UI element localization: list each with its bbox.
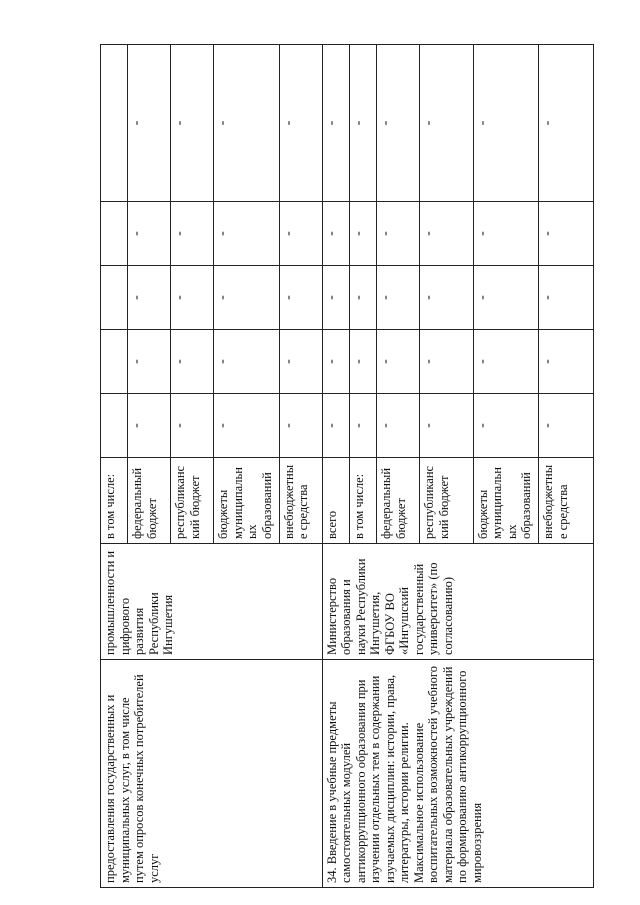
value-cell: - xyxy=(214,266,280,330)
value-cell xyxy=(101,266,128,330)
budget-table xyxy=(100,44,594,888)
value-cell xyxy=(101,394,128,458)
value-cell: - xyxy=(350,394,377,458)
table-row xyxy=(322,45,349,888)
value-cell: - xyxy=(539,330,594,394)
value-cell: - xyxy=(539,45,594,202)
value-cell: - xyxy=(350,330,377,394)
value-cell: - xyxy=(473,330,539,394)
funding-source-cell: внебюджетные средства xyxy=(539,458,594,544)
value-cell: - xyxy=(214,330,280,394)
measure-description-cell: предоставления государственных и муниципальных услуг, в том числе путем опросов конечных потребителей услуг xyxy=(101,660,323,888)
value-cell: - xyxy=(171,394,214,458)
value-cell: - xyxy=(279,394,322,458)
value-cell: - xyxy=(473,266,539,330)
value-cell: - xyxy=(473,202,539,266)
funding-source-cell: республиканский бюджет xyxy=(420,458,473,544)
value-cell: - xyxy=(322,202,349,266)
value-cell: - xyxy=(350,266,377,330)
value-cell: - xyxy=(350,45,377,202)
funding-source-cell: федеральный бюджет xyxy=(377,458,420,544)
value-cell: - xyxy=(214,45,280,202)
value-cell: - xyxy=(128,394,171,458)
value-cell: - xyxy=(350,202,377,266)
executor-cell: промышленности и цифрового развития Республики Ингушетия xyxy=(101,544,323,660)
value-cell: - xyxy=(420,202,473,266)
value-cell: - xyxy=(128,45,171,202)
value-cell: - xyxy=(322,330,349,394)
value-cell: - xyxy=(473,45,539,202)
funding-source-cell: всего xyxy=(322,458,349,544)
value-cell: - xyxy=(279,330,322,394)
funding-source-cell: бюджеты муниципальных образований xyxy=(214,458,280,544)
value-cell: - xyxy=(214,394,280,458)
value-cell: - xyxy=(420,330,473,394)
value-cell: - xyxy=(128,266,171,330)
value-cell: - xyxy=(322,394,349,458)
value-cell: - xyxy=(377,45,420,202)
value-cell: - xyxy=(377,394,420,458)
value-cell: - xyxy=(128,202,171,266)
measure-description-cell: 34. Введение в учебные предметы самостоятельных модулей антикоррупционного образования при изучении отдельных тем в содержании изучаемых дисциплин: истории, права, литературы, истории религии. Максимальное использование воспитательных возможностей учебного материала образовательных учреждений по формированию антикоррупционного мировоззрения xyxy=(322,660,593,888)
funding-source-cell: республиканский бюджет xyxy=(171,458,214,544)
funding-source-cell: федеральный бюджет xyxy=(128,458,171,544)
value-cell: - xyxy=(171,45,214,202)
funding-source-cell: в том числе: xyxy=(101,458,128,544)
value-cell: - xyxy=(279,202,322,266)
value-cell: - xyxy=(377,266,420,330)
funding-source-cell: внебюджетные средства xyxy=(279,458,322,544)
table-row xyxy=(101,45,128,888)
value-cell: - xyxy=(377,202,420,266)
value-cell: - xyxy=(539,394,594,458)
value-cell: - xyxy=(279,266,322,330)
value-cell xyxy=(101,45,128,202)
value-cell: - xyxy=(539,202,594,266)
funding-source-cell: в том числе: xyxy=(350,458,377,544)
value-cell: - xyxy=(473,394,539,458)
value-cell: - xyxy=(322,266,349,330)
rotated-table-wrapper xyxy=(100,45,594,888)
value-cell: - xyxy=(420,266,473,330)
value-cell: - xyxy=(322,45,349,202)
value-cell xyxy=(101,202,128,266)
table-body xyxy=(101,45,594,888)
funding-source-cell: бюджеты муниципальных образований xyxy=(473,458,539,544)
value-cell: - xyxy=(171,266,214,330)
value-cell: - xyxy=(128,330,171,394)
value-cell: - xyxy=(171,202,214,266)
value-cell: - xyxy=(279,45,322,202)
value-cell: - xyxy=(420,394,473,458)
value-cell: - xyxy=(171,330,214,394)
executor-cell: Министерство образования и науки Республики Ингушетия, ФГБОУ ВО «Ингушский государственный университет» (по согласованию) xyxy=(322,544,593,660)
value-cell: - xyxy=(539,266,594,330)
value-cell: - xyxy=(377,330,420,394)
value-cell: - xyxy=(214,202,280,266)
value-cell: - xyxy=(420,45,473,202)
value-cell xyxy=(101,330,128,394)
